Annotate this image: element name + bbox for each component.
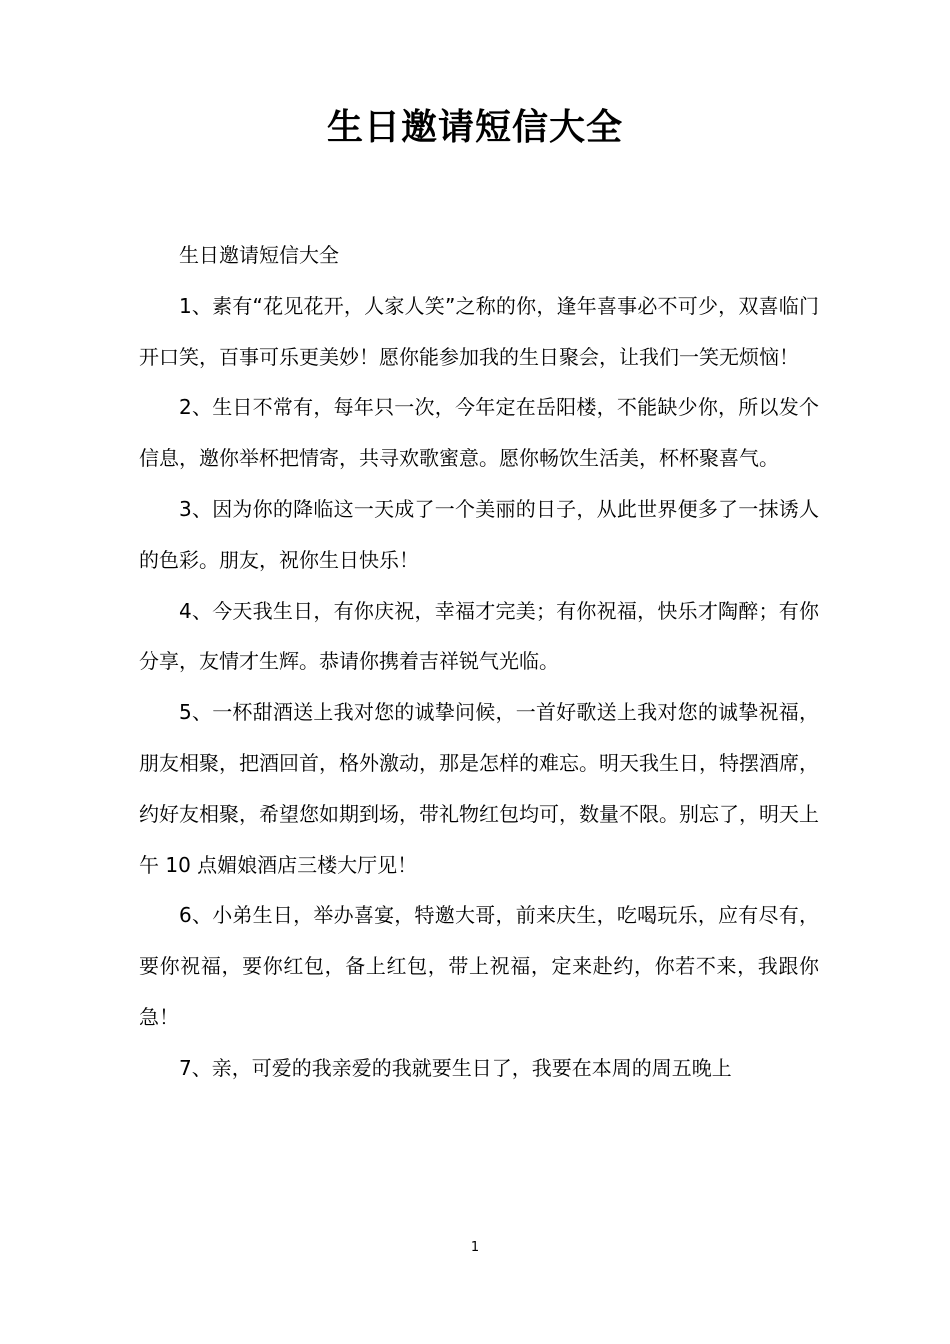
paragraph-1: 1、素有“花见花开，人家人笑”之称的你，逢年喜事必不可少，双喜临门开口笑，百事可乐更美妙！愿你能参加我的生日聚会，让我们一笑无烦恼！ [139, 293, 819, 369]
paragraph-7: 7、亲，可爱的我亲爱的我就要生日了，我要在本周的周五晚上 [179, 1055, 732, 1080]
paragraph-2: 2、生日不常有，每年只一次，今年定在岳阳楼，不能缺少你，所以发个信息，邀你举杯把情寄，共寻欢歌蜜意。愿你畅饮生活美，杯杯聚喜气。 [139, 395, 819, 471]
document-title: 生日邀请短信大全 [326, 107, 623, 148]
paragraph-5: 5、一杯甜酒送上我对您的诚挚问候，一首好歌送上我对您的诚挚祝福，朋友相聚，把酒回首，格外激动，那是怎样的难忘。明天我生日，特摆酒席，约好友相聚，希望您如期到场，带礼物红包均可，数量不限。别忘了，明天上午 10 点媚娘酒店三楼大厅见！ [139, 700, 819, 877]
paragraph-3: 3、因为你的降临这一天成了一个美丽的日子，从此世界便多了一抹诱人的色彩。朋友，祝你生日快乐！ [139, 496, 819, 572]
document-body [139, 230, 819, 1094]
subtitle-paragraph: 生日邀请短信大全 [179, 243, 339, 267]
page-number: 1 [470, 1240, 480, 1255]
paragraph-4: 4、今天我生日，有你庆祝，幸福才完美；有你祝福，快乐才陶醉；有你分享，友情才生辉。恭请你携着吉祥锐气光临。 [139, 598, 819, 674]
paragraph-6: 6、小弟生日，举办喜宴，特邀大哥，前来庆生，吃喝玩乐，应有尽有，要你祝福，要你红包，备上红包，带上祝福，定来赴约，你若不来，我跟你急！ [139, 903, 819, 1029]
